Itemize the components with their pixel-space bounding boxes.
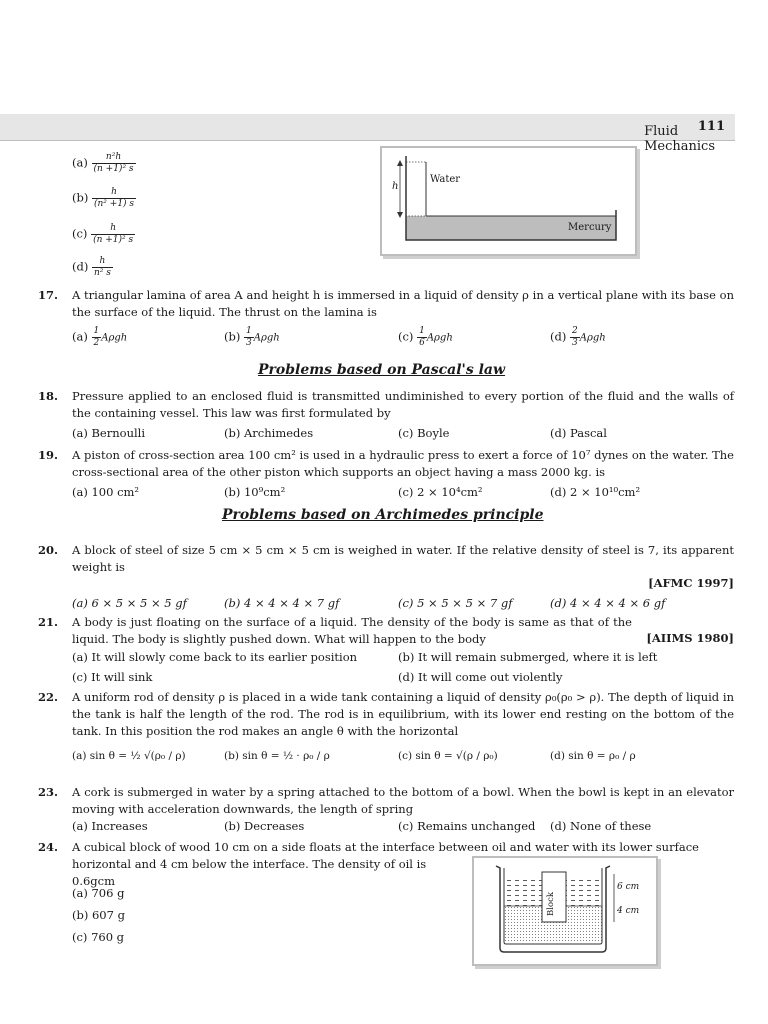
dim-label-4cm: 4 cm [617,906,640,916]
option-label: (d) [72,259,89,274]
fraction [92,326,102,349]
q16-option-b[interactable] [72,187,136,210]
fraction [91,223,135,246]
option-label: (a) [72,155,88,170]
h-label: h [392,181,399,192]
arrow-down [397,212,403,218]
q17-option-a[interactable] [72,326,127,349]
q17-text: A triangular lamina of area A and height h is immersed in a liquid of density ρ in a vertical plane with its base on the surface of the liquid. The thrust on the lamina is [72,288,734,319]
expression: Aρgh [101,332,128,344]
q19-number: 19. [38,448,59,462]
option-label: (c) [398,329,414,344]
denominator: (n +1)² s [93,164,134,174]
expression: Aρgh [253,332,280,344]
q22-option-b[interactable]: (b) sin θ = ½ · ρ₀ / ρ [224,750,330,762]
fraction [570,326,580,349]
q19-option-d[interactable]: (d) 2 × 10¹⁰cm² [550,485,641,499]
block-label: Block [546,892,556,916]
q18-option-c[interactable]: (c) Boyle [398,426,450,440]
option-label: (b) [224,329,241,344]
option-label: (a) [72,329,88,344]
q21-option-a[interactable]: (a) It will slowly come back to its earlier position [72,650,358,664]
q22-option-d[interactable]: (d) sin θ = ρ₀ / ρ [550,750,636,762]
q17-option-d[interactable] [550,326,606,349]
header-title: Fluid Mechanics [644,124,715,154]
q21-text: A body is just floating on the surface of a liquid. The density of the body is same as that of the liquid. The body is slightly pushed down. What will happen to the body [72,615,632,646]
q22-number: 22. [38,690,59,704]
q23-text: A cork is submerged in water by a spring attached to the bottom of a bowl. When the bowl is kept in an elevator moving with acceleration downwards, the length of spring [72,785,734,816]
q21-source: [AIIMS 1980] [646,631,734,645]
water-column [406,162,426,216]
q19-option-a[interactable]: (a) 100 cm² [72,485,140,499]
q23-option-d[interactable]: (d) None of these [550,819,652,833]
numerator: n²h [92,152,136,164]
numerator: h [92,187,136,199]
option-label: (d) [550,329,567,344]
q20-text: A block of steel of size 5 cm × 5 cm × 5 cm is weighed in water. If the relative density of steel is 7, its apparent weight is [72,543,734,574]
option-label: (c) [72,226,88,241]
q22-option-a[interactable]: (a) sin θ = ½ √(ρ₀ / ρ) [72,750,186,762]
expression: Aρgh [579,332,606,344]
water-label: Water [430,174,461,185]
q23-option-b[interactable]: (b) Decreases [224,819,305,833]
q18-option-a[interactable]: (a) Bernoulli [72,426,146,440]
q20-option-a[interactable]: (a) 6 × 5 × 5 × 5 gf [72,596,187,610]
q24-option-b[interactable]: (b) 607 g [72,908,125,922]
option-label: (b) [72,190,89,205]
q19-text: A piston of cross-section area 100 cm² is used in a hydraulic press to exert a force of 10⁷ dynes on the water. The cross-sectional area of the other piston which supports an object having a mass 2000 kg. is [72,448,734,479]
q24-option-c[interactable]: (c) 760 g [72,930,125,944]
denominator: 3 [246,338,252,348]
q21-number: 21. [38,615,59,629]
section-heading-pascal: Problems based on Pascal's law [258,362,506,378]
page-header [0,114,735,154]
q17-option-c[interactable] [398,326,453,349]
q21-option-d[interactable]: (d) It will come out violently [398,670,563,684]
page-number: 111 [697,119,725,134]
q20-source: [AFMC 1997] [648,576,734,590]
q18-option-b[interactable]: (b) Archimedes [224,426,314,440]
q20-option-d[interactable]: (d) 4 × 4 × 4 × 6 gf [550,596,666,610]
figure-water-mercury [380,146,637,256]
numerator: 1 [419,326,425,336]
q16-option-d[interactable] [72,256,113,279]
fraction [417,326,427,349]
q23-number: 23. [38,785,59,799]
q17-number: 17. [38,288,59,302]
denominator: 6 [419,338,425,348]
q18-option-d[interactable]: (d) Pascal [550,426,607,440]
q22-text: A uniform rod of density ρ is placed in a wide tank containing a liquid of density ρ₀(ρ₀ > ρ). The depth of liquid in the tank is half the length of the rod. The rod is in equilibrium, with its lower end resting on the bottom of the tank. In this position the rod makes an angle θ with the horizontal [72,690,734,738]
mercury-label: Mercury [568,222,612,233]
q18-number: 18. [38,389,59,403]
q20-option-b[interactable]: (b) 4 × 4 × 4 × 7 gf [224,596,340,610]
q24-option-a[interactable]: (a) 706 g [72,886,125,900]
fraction [92,187,136,210]
denominator: 2 [93,338,100,348]
q23-option-a[interactable]: (a) Increases [72,819,148,833]
denominator: n² s [94,268,111,278]
numerator: h [91,223,135,235]
q18-text: Pressure applied to an enclosed fluid is transmitted undiminished to every portion of the fluid and the walls of the containing vessel. This law was first formulated by [72,389,734,420]
arrow-up [397,160,403,166]
section-heading-archimedes: Problems based on Archimedes principle [222,507,544,523]
q20-number: 20. [38,543,59,557]
q17-option-b[interactable] [224,326,280,349]
denominator: (n² +1) s [94,199,135,209]
q19-option-c[interactable]: (c) 2 × 10⁴cm² [398,485,483,499]
q20-option-c[interactable]: (c) 5 × 5 × 5 × 7 gf [398,596,513,610]
denominator: (n +1)² s [93,235,134,245]
numerator: h [92,256,113,268]
numerator: 1 [93,326,100,336]
numerator: 2 [572,326,578,336]
denominator: 3 [572,338,578,348]
q16-option-c[interactable] [72,223,135,246]
numerator: 1 [246,326,252,336]
fraction [92,152,136,175]
q21-option-b[interactable]: (b) It will remain submerged, where it is left [398,650,658,664]
q22-option-c[interactable]: (c) sin θ = √(ρ / ρ₀) [398,750,498,762]
q24-text-line1: A cubical block of wood 10 cm on a side floats at the interface between oil and water with its lower surface [72,840,699,854]
q16-option-a[interactable] [72,152,136,175]
q23-option-c[interactable]: (c) Remains unchanged [398,819,536,833]
q19-option-b[interactable]: (b) 10⁹cm² [224,485,286,499]
figure-block-interface [472,856,658,966]
vessel-diagram [382,148,635,254]
q24-number: 24. [38,840,59,854]
fraction [92,256,113,279]
expression: Aρgh [426,332,453,344]
fraction [244,326,254,349]
dim-label-6cm: 6 cm [617,882,640,892]
q24-text-line2: horizontal and 4 cm below the interface. The density of oil is 0.6gcm [72,857,427,888]
q21-option-c[interactable]: (c) It will sink [72,670,153,684]
